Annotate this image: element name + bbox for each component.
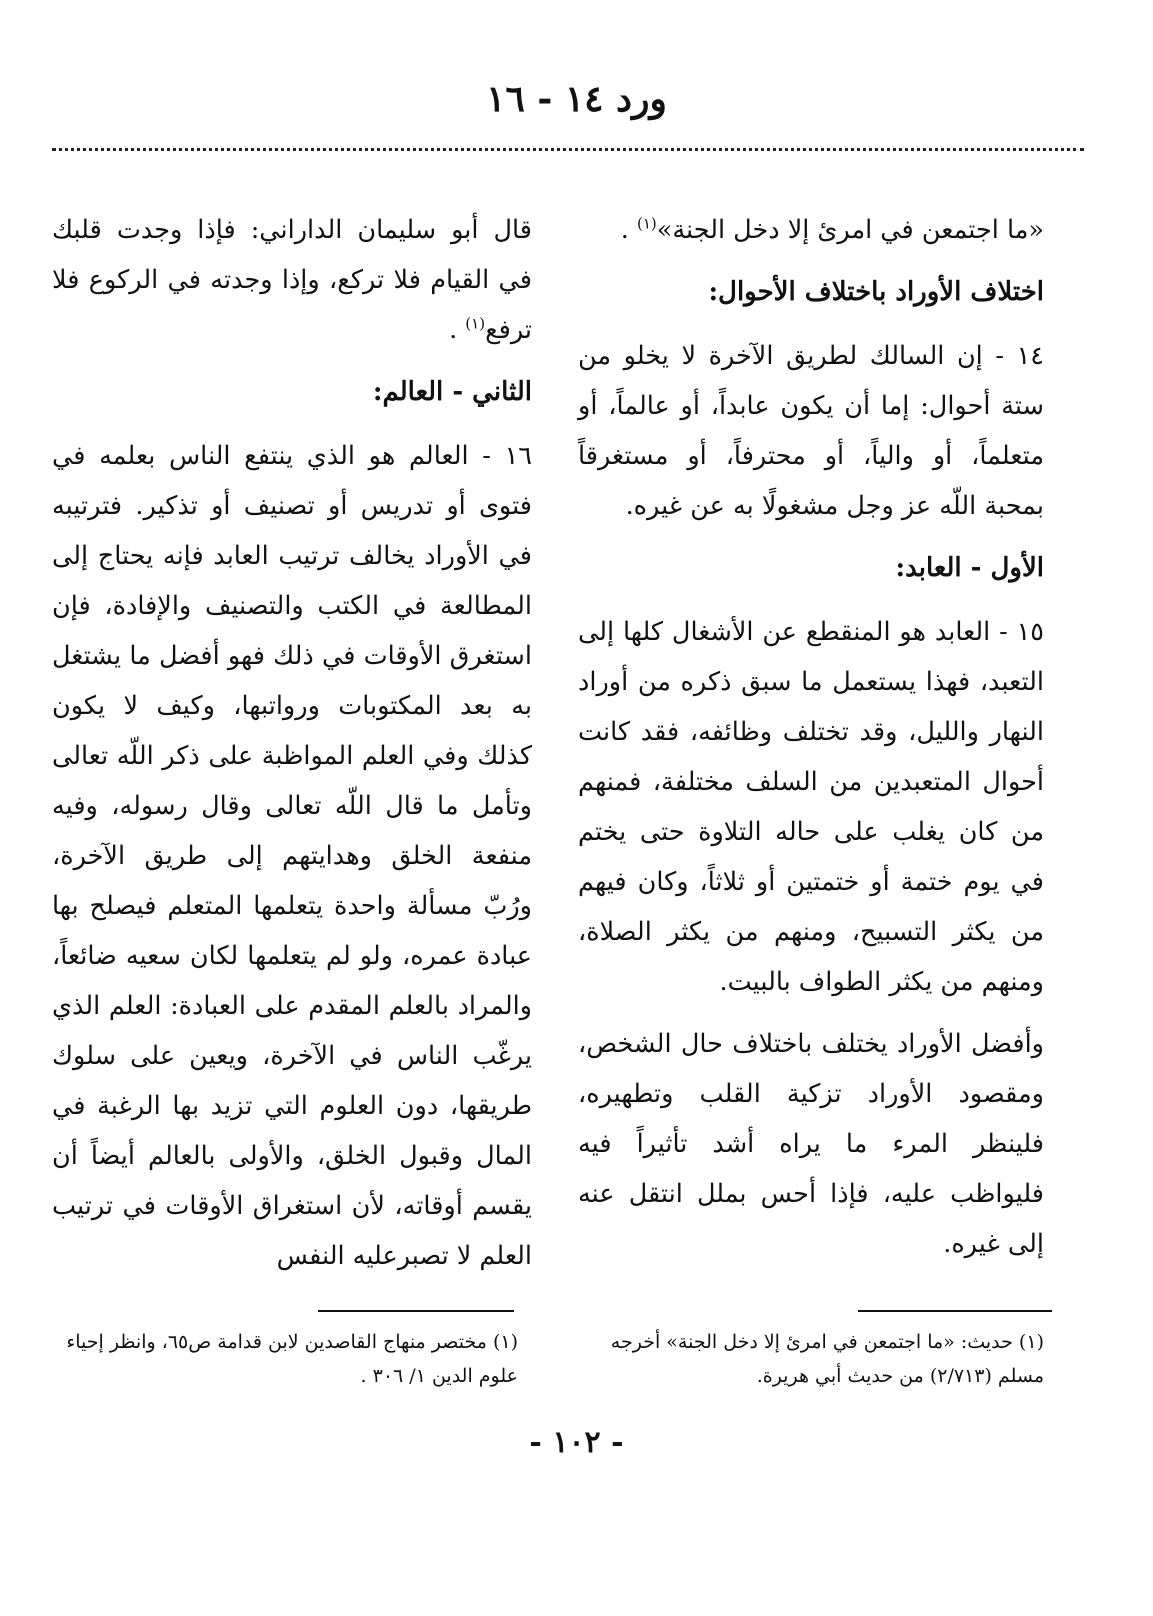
paragraph-14: ١٤ - إن السالك لطريق الآخرة لا يخلو من ستة أحوال: إما أن يكون عابداً، أو عالماً، أو متعلماً، أو والياً، أو محترفاً، أو مستغرقاً بمحبة اللّه عز وجل مشغولًا به عن غيره. <box>578 341 1044 521</box>
footnote-divider <box>858 1310 1052 1312</box>
footnote-left: (١) مختصر منهاج القاصدين لابن قدامة ص٦٥، وانظر إحياء علوم الدين ١/ ٣٠٦ . <box>66 1331 518 1387</box>
paragraph-afdal: وأفضل الأوراد يختلف باختلاف حال الشخص، ومقصود الأوراد تزكية القلب وتطهيره، فلينظر المرء ما يراه أشد تأثيراً فيه فليواظب عليه، فإذا أحس بملل انتقل عنه إلى غيره. <box>578 1029 1044 1259</box>
darani-paragraph <box>52 205 532 355</box>
quote-text: «ما اجتمعن في امرئ إلا دخل الجنة» <box>656 215 1044 245</box>
paragraph-15: ١٥ - العابد هو المنقطع عن الأشغال كلها إلى التعبد، فهذا يستعمل ما سبق ذكره من أوراد النهار والليل، وقد تختلف وظائفه، فقد كانت أحوال المتعبدين من السلف مختلفة، فمنهم من كان يغلب على حاله التلاوة حتى يختم في يوم ختمة أو ختمتين أو ثلاثاً، وكان فيهم من يكثر التسبيح، ومنهم من يكثر الصلاة، ومنهم من يكثر الطواف بالبيت. <box>578 617 1044 997</box>
section-heading: الأول - العابد: <box>895 553 1044 583</box>
quote-end: . <box>620 215 637 245</box>
paragraph-16: ١٦ - العالم هو الذي ينتفع الناس بعلمه في فتوى أو تدريس أو تصنيف أو تذكير. فترتيبه في الأوراد يخالف ترتيب العابد فإنه يحتاج إلى المطالعة في الكتب والتصنيف والإفادة، فإن استغرق الأوقات في ذلك فهو أفضل ما يشتغل به بعد المكتوبات ورواتبها، وكيف لا يكون كذلك وفي العلم المواظبة على ذكر اللّه تعالى وتأمل ما قال اللّه تعالى وقال رسوله، وفيه منفعة الخلق وهدايتهم إلى طريق الآخرة، ورُبّ مسألة واحدة يتعلمها المتعلم فيصلح بها عبادة عمره، ولو لم يتعلمها لكان سعيه ضائعاً، والمراد بالعلم المقدم على العبادة: العلم الذي يرغّب الناس في الآخرة، ويعين على سلوك طريقها، دون العلوم التي تزيد بها الرغبة في المال وقبول الخلق، والأولى بالعالم أيضاً أن يقسم أوقاته، لأن استغراق الأوقات في ترتيب العلم لا تصبرعليه النفس <box>52 441 532 1271</box>
header-divider <box>52 148 1084 151</box>
footnote-divider <box>318 1310 514 1312</box>
left-column <box>52 205 532 1293</box>
section-heading: الثاني - العالم: <box>372 377 532 407</box>
page-number: - ١٠٢ - <box>529 1425 624 1460</box>
footnote-right: (١) حديث: «ما اجتمعن في امرئ إلا دخل الجنة» أخرجه مسلم (٢/٧١٣) من حديث أبي هريرة. <box>610 1331 1044 1387</box>
darani-end: . <box>449 315 466 345</box>
section-heading: اختلاف الأوراد باختلاف الأحوال: <box>708 277 1044 307</box>
right-column <box>578 205 1044 1281</box>
footnote-ref: (١) <box>465 314 486 333</box>
page-header: ورد ١٤ - ١٦ <box>486 78 667 120</box>
darani-text: قال أبو سليمان الداراني: فإذا وجدت قلبك في القيام فلا تركع، وإذا وجدته في الركوع فلا ترفع <box>52 215 532 345</box>
footnote-ref: (١) <box>636 214 657 233</box>
quote-paragraph <box>578 205 1044 255</box>
